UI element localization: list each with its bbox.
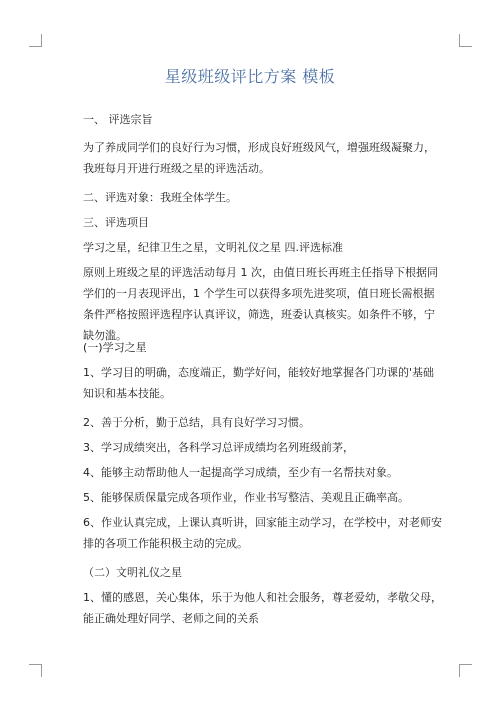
subheading-etiquette-star: （二）文明礼仪之星 [83, 566, 182, 579]
crop-mark-bottom-left [29, 664, 42, 677]
section-heading-purpose: 一、 评选宗旨 [83, 113, 153, 126]
list-item-study-2: 2、善于分析，勤于总结，具有良好学习习惯。 [83, 416, 310, 429]
list-item-study-6: 6、作业认真完成，上课认真听讲，回家能主动学习，在学校中，对老师安排的各项工作能积极主动的完成。 [83, 516, 442, 550]
document-title: 星级班级评比方案 模板 [164, 67, 336, 86]
crop-mark-top-right [459, 34, 472, 47]
section-heading-items: 三、评选项目 [83, 216, 149, 229]
subheading-study-star: (一)学习之星 [83, 341, 147, 354]
list-item-study-5: 5、能够保质保量完成各项作业，作业书写整洁、美观且正确率高。 [83, 491, 409, 504]
list-item-study-4: 4、能够主动帮助他人一起提高学习成绩，至少有一名帮扶对象。 [83, 466, 398, 479]
paragraph-purpose: 为了养成同学们的良好行为习惯，形成良好班级风气，增强班级凝聚力，我班每月开进行班级之星的评选活动。 [83, 141, 435, 175]
list-item-study-1: 1、学习目的明确，态度端正，勤学好问，能较好地掌握各门功课的'基础知识和基本技能。 [83, 366, 435, 400]
paragraph-rules: 原则上班级之星的评选活动每月 1 次，由值日班长再班主任指导下根据同学们的一月表现评出，1 个学生可以获得多项先进奖项，值日班长需根据条件严格按照评选程序认真评议，筛选，班委认真核实。如条件不够，宁缺勿滥。 [83, 266, 438, 342]
crop-mark-bottom-right [459, 664, 472, 677]
list-item-etiquette-1: 1、懂的感恩，关心集体，乐于为他人和社会服务，尊老爱幼，孝敬父母，能正确处理好同学、老师之间的关系 [83, 591, 442, 625]
list-item-study-3: 3、学习成绩突出，各科学习总评成绩均名列班级前茅， [83, 441, 354, 454]
paragraph-items: 学习之星，纪律卫生之星，文明礼仪之星 四.评选标准 [83, 241, 343, 254]
section-heading-target: 二、评选对象：我班全体学生。 [83, 191, 237, 204]
crop-mark-top-left [29, 34, 42, 47]
